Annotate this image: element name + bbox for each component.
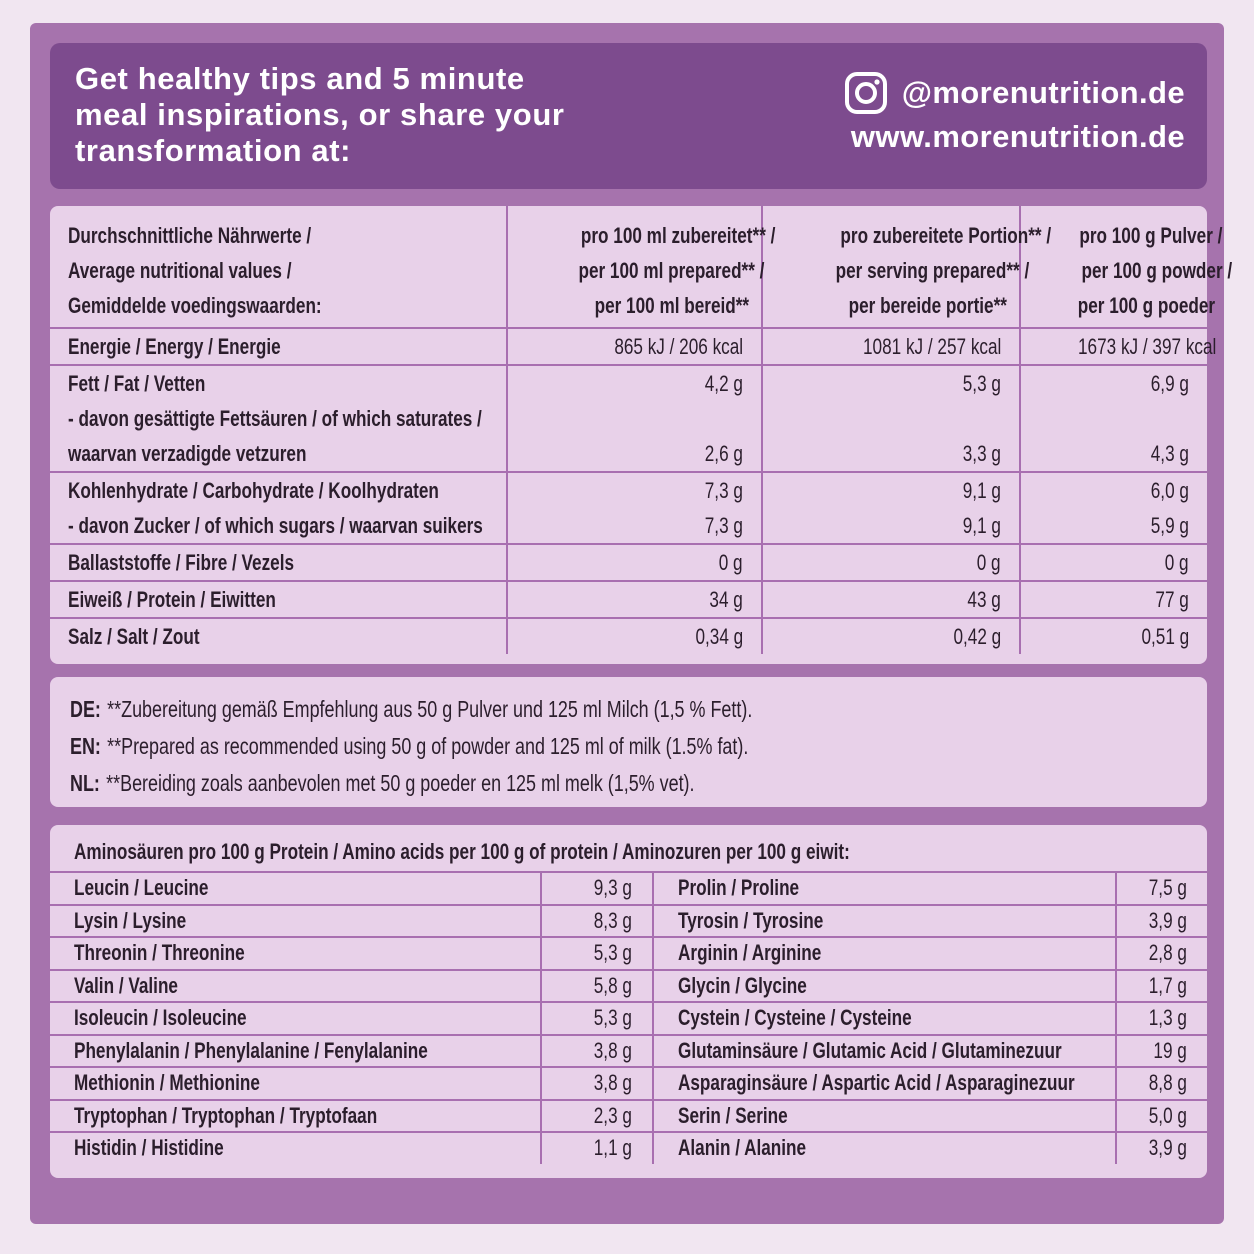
amino-name: Threonin / Threonine bbox=[74, 940, 245, 966]
amino-value: 1,1 g bbox=[593, 1135, 632, 1161]
header-cell: pro 100 ml zubereitet** / per 100 ml prepared** / per 100 ml bereid** bbox=[507, 206, 762, 328]
table-row bbox=[50, 581, 1207, 618]
table-row bbox=[50, 1132, 1207, 1164]
amino-name: Prolin / Proline bbox=[678, 875, 800, 901]
row-label: Fett / Fat / Vetten bbox=[68, 371, 206, 396]
amino-name: Valin / Valine bbox=[74, 972, 178, 998]
row-value: 6,9 g bbox=[1150, 371, 1189, 396]
table-row bbox=[50, 905, 1207, 938]
row-label: waarvan verzadigde vetzuren bbox=[68, 441, 307, 466]
amino-value: 9,3 g bbox=[593, 875, 632, 901]
amino-name: Glutaminsäure / Glutamic Acid / Glutaminezuur bbox=[678, 1037, 1062, 1063]
amino-value: 1,3 g bbox=[1148, 1005, 1187, 1031]
amino-name: Serin / Serine bbox=[678, 1102, 788, 1128]
row-value: 7,3 g bbox=[704, 478, 743, 503]
website-link[interactable] bbox=[844, 115, 1185, 159]
amino-value: 8,3 g bbox=[593, 907, 632, 933]
amino-value: 3,8 g bbox=[593, 1037, 632, 1063]
amino-name: Isoleucin / Isoleucine bbox=[74, 1005, 247, 1031]
row-label: Eiweiß / Protein / Eiwitten bbox=[68, 587, 276, 612]
row-label: Energie / Energy / Energie bbox=[68, 334, 281, 359]
row-value: 4,2 g bbox=[704, 371, 743, 396]
amino-value: 3,9 g bbox=[1148, 1135, 1187, 1161]
nutrition-table bbox=[50, 206, 1233, 654]
amino-name: Lysin / Lysine bbox=[74, 907, 187, 933]
amino-value: 8,8 g bbox=[1148, 1070, 1187, 1096]
amino-value: 3,8 g bbox=[593, 1070, 632, 1096]
tagline-line: Get healthy tips and 5 minute bbox=[75, 61, 525, 96]
amino-name: Histidin / Histidine bbox=[74, 1135, 224, 1161]
row-value: 6,0 g bbox=[1150, 478, 1189, 503]
row-value: 5,3 g bbox=[962, 371, 1001, 396]
table-row bbox=[50, 1100, 1207, 1133]
amino-name: Glycin / Glycine bbox=[678, 972, 807, 998]
row-label: Kohlenhydrate / Carbohydrate / Koolhydraten bbox=[68, 478, 439, 503]
amino-value: 5,3 g bbox=[593, 1005, 632, 1031]
row-label: - davon Zucker / of which sugars / waarvan suikers bbox=[68, 513, 483, 538]
note-en: EN: **Prepared as recommended using 50 g of powder and 125 ml of milk (1.5% fat). bbox=[70, 733, 749, 759]
instagram-handle: @morenutrition.de bbox=[901, 75, 1185, 110]
table-row bbox=[50, 937, 1207, 970]
amino-value: 5,0 g bbox=[1148, 1102, 1187, 1128]
tagline bbox=[75, 61, 595, 169]
nutrition-header-row bbox=[50, 206, 1207, 328]
tagline-line: meal inspirations, or share your bbox=[75, 97, 565, 132]
row-value: 865 kJ / 206 kcal bbox=[614, 334, 743, 359]
amino-name: Tryptophan / Tryptophan / Tryptofaan bbox=[74, 1102, 378, 1128]
tagline-line: transformation at: bbox=[75, 133, 352, 168]
amino-name: Phenylalanin / Phenylalanine / Fenylalanine bbox=[74, 1037, 428, 1063]
table-row bbox=[50, 544, 1207, 581]
amino-table bbox=[50, 873, 1207, 1164]
website-url: www.morenutrition.de bbox=[850, 119, 1185, 154]
table-row bbox=[50, 472, 1207, 544]
row-value: 77 g bbox=[1155, 587, 1189, 612]
amino-name: Asparaginsäure / Aspartic Acid / Asparaginezuur bbox=[678, 1070, 1075, 1096]
row-label: Ballaststoffe / Fibre / Vezels bbox=[68, 550, 295, 575]
amino-value: 1,7 g bbox=[1148, 972, 1187, 998]
amino-name: Methionin / Methionine bbox=[74, 1070, 260, 1096]
table-row bbox=[50, 1035, 1207, 1068]
header-cell: pro 100 g Pulver / per 100 g powder / per 100 g poeder bbox=[1020, 206, 1207, 328]
row-value: 0,42 g bbox=[953, 624, 1001, 649]
row-value: 0 g bbox=[719, 550, 743, 575]
table-row bbox=[50, 365, 1207, 472]
amino-value: 2,3 g bbox=[593, 1102, 632, 1128]
row-value: 0 g bbox=[1165, 550, 1189, 575]
row-value: 1081 kJ / 257 kcal bbox=[862, 334, 1001, 359]
instagram-icon bbox=[844, 71, 888, 115]
row-value: 5,9 g bbox=[1150, 513, 1189, 538]
row-value: 4,3 g bbox=[1150, 441, 1189, 466]
amino-name: Alanin / Alanine bbox=[678, 1135, 807, 1161]
amino-name: Arginin / Arginine bbox=[678, 940, 822, 966]
header-cell: pro zubereitete Portion** / per serving prepared** / per bereide portie** bbox=[762, 206, 1020, 328]
row-value: 9,1 g bbox=[962, 513, 1001, 538]
table-row bbox=[50, 328, 1207, 365]
row-label: Salz / Salt / Zout bbox=[68, 624, 200, 649]
preparation-notes bbox=[50, 677, 1207, 807]
header-banner bbox=[50, 43, 1207, 189]
instagram-link[interactable] bbox=[844, 71, 1185, 115]
row-value: 34 g bbox=[709, 587, 743, 612]
note-nl: NL: **Bereiding zoals aanbevolen met 50 g poeder en 125 ml melk (1,5% vet). bbox=[70, 770, 695, 796]
row-value: 0,34 g bbox=[695, 624, 743, 649]
amino-value: 2,8 g bbox=[1148, 940, 1187, 966]
table-row bbox=[50, 1002, 1207, 1035]
amino-value: 5,3 g bbox=[593, 940, 632, 966]
amino-name: Leucin / Leucine bbox=[74, 875, 209, 901]
table-row bbox=[50, 618, 1207, 654]
amino-value: 3,9 g bbox=[1148, 907, 1187, 933]
amino-title: Aminosäuren pro 100 g Protein / Amino acids per 100 g of protein / Aminozuren per 100 g eiwit: bbox=[50, 825, 1207, 873]
row-value: 3,3 g bbox=[962, 441, 1001, 466]
row-value: 0,51 g bbox=[1141, 624, 1189, 649]
row-value: 7,3 g bbox=[704, 513, 743, 538]
amino-value: 5,8 g bbox=[593, 972, 632, 998]
row-value: 2,6 g bbox=[704, 441, 743, 466]
nutrition-panel bbox=[50, 206, 1233, 664]
amino-name: Tyrosin / Tyrosine bbox=[678, 907, 824, 933]
social-links bbox=[844, 71, 1185, 159]
header-cell: Durchschnittliche Nährwerte / Average nutritional values / Gemiddelde voedingswaarden: bbox=[50, 206, 507, 328]
row-label: - davon gesättigte Fettsäuren / of which saturates / bbox=[68, 406, 482, 431]
row-value: 9,1 g bbox=[962, 478, 1001, 503]
amino-value: 19 g bbox=[1153, 1037, 1187, 1063]
table-row bbox=[50, 1067, 1207, 1100]
table-row bbox=[50, 970, 1207, 1003]
row-value: 1673 kJ / 397 kcal bbox=[1078, 334, 1217, 359]
row-value: 43 g bbox=[967, 587, 1001, 612]
row-value: 0 g bbox=[977, 550, 1001, 575]
note-de: DE: **Zubereitung gemäß Empfehlung aus 50 g Pulver und 125 ml Milch (1,5 % Fett). bbox=[70, 696, 753, 722]
amino-acid-panel bbox=[50, 825, 1207, 1178]
amino-value: 7,5 g bbox=[1148, 875, 1187, 901]
amino-name: Cystein / Cysteine / Cysteine bbox=[678, 1005, 912, 1031]
